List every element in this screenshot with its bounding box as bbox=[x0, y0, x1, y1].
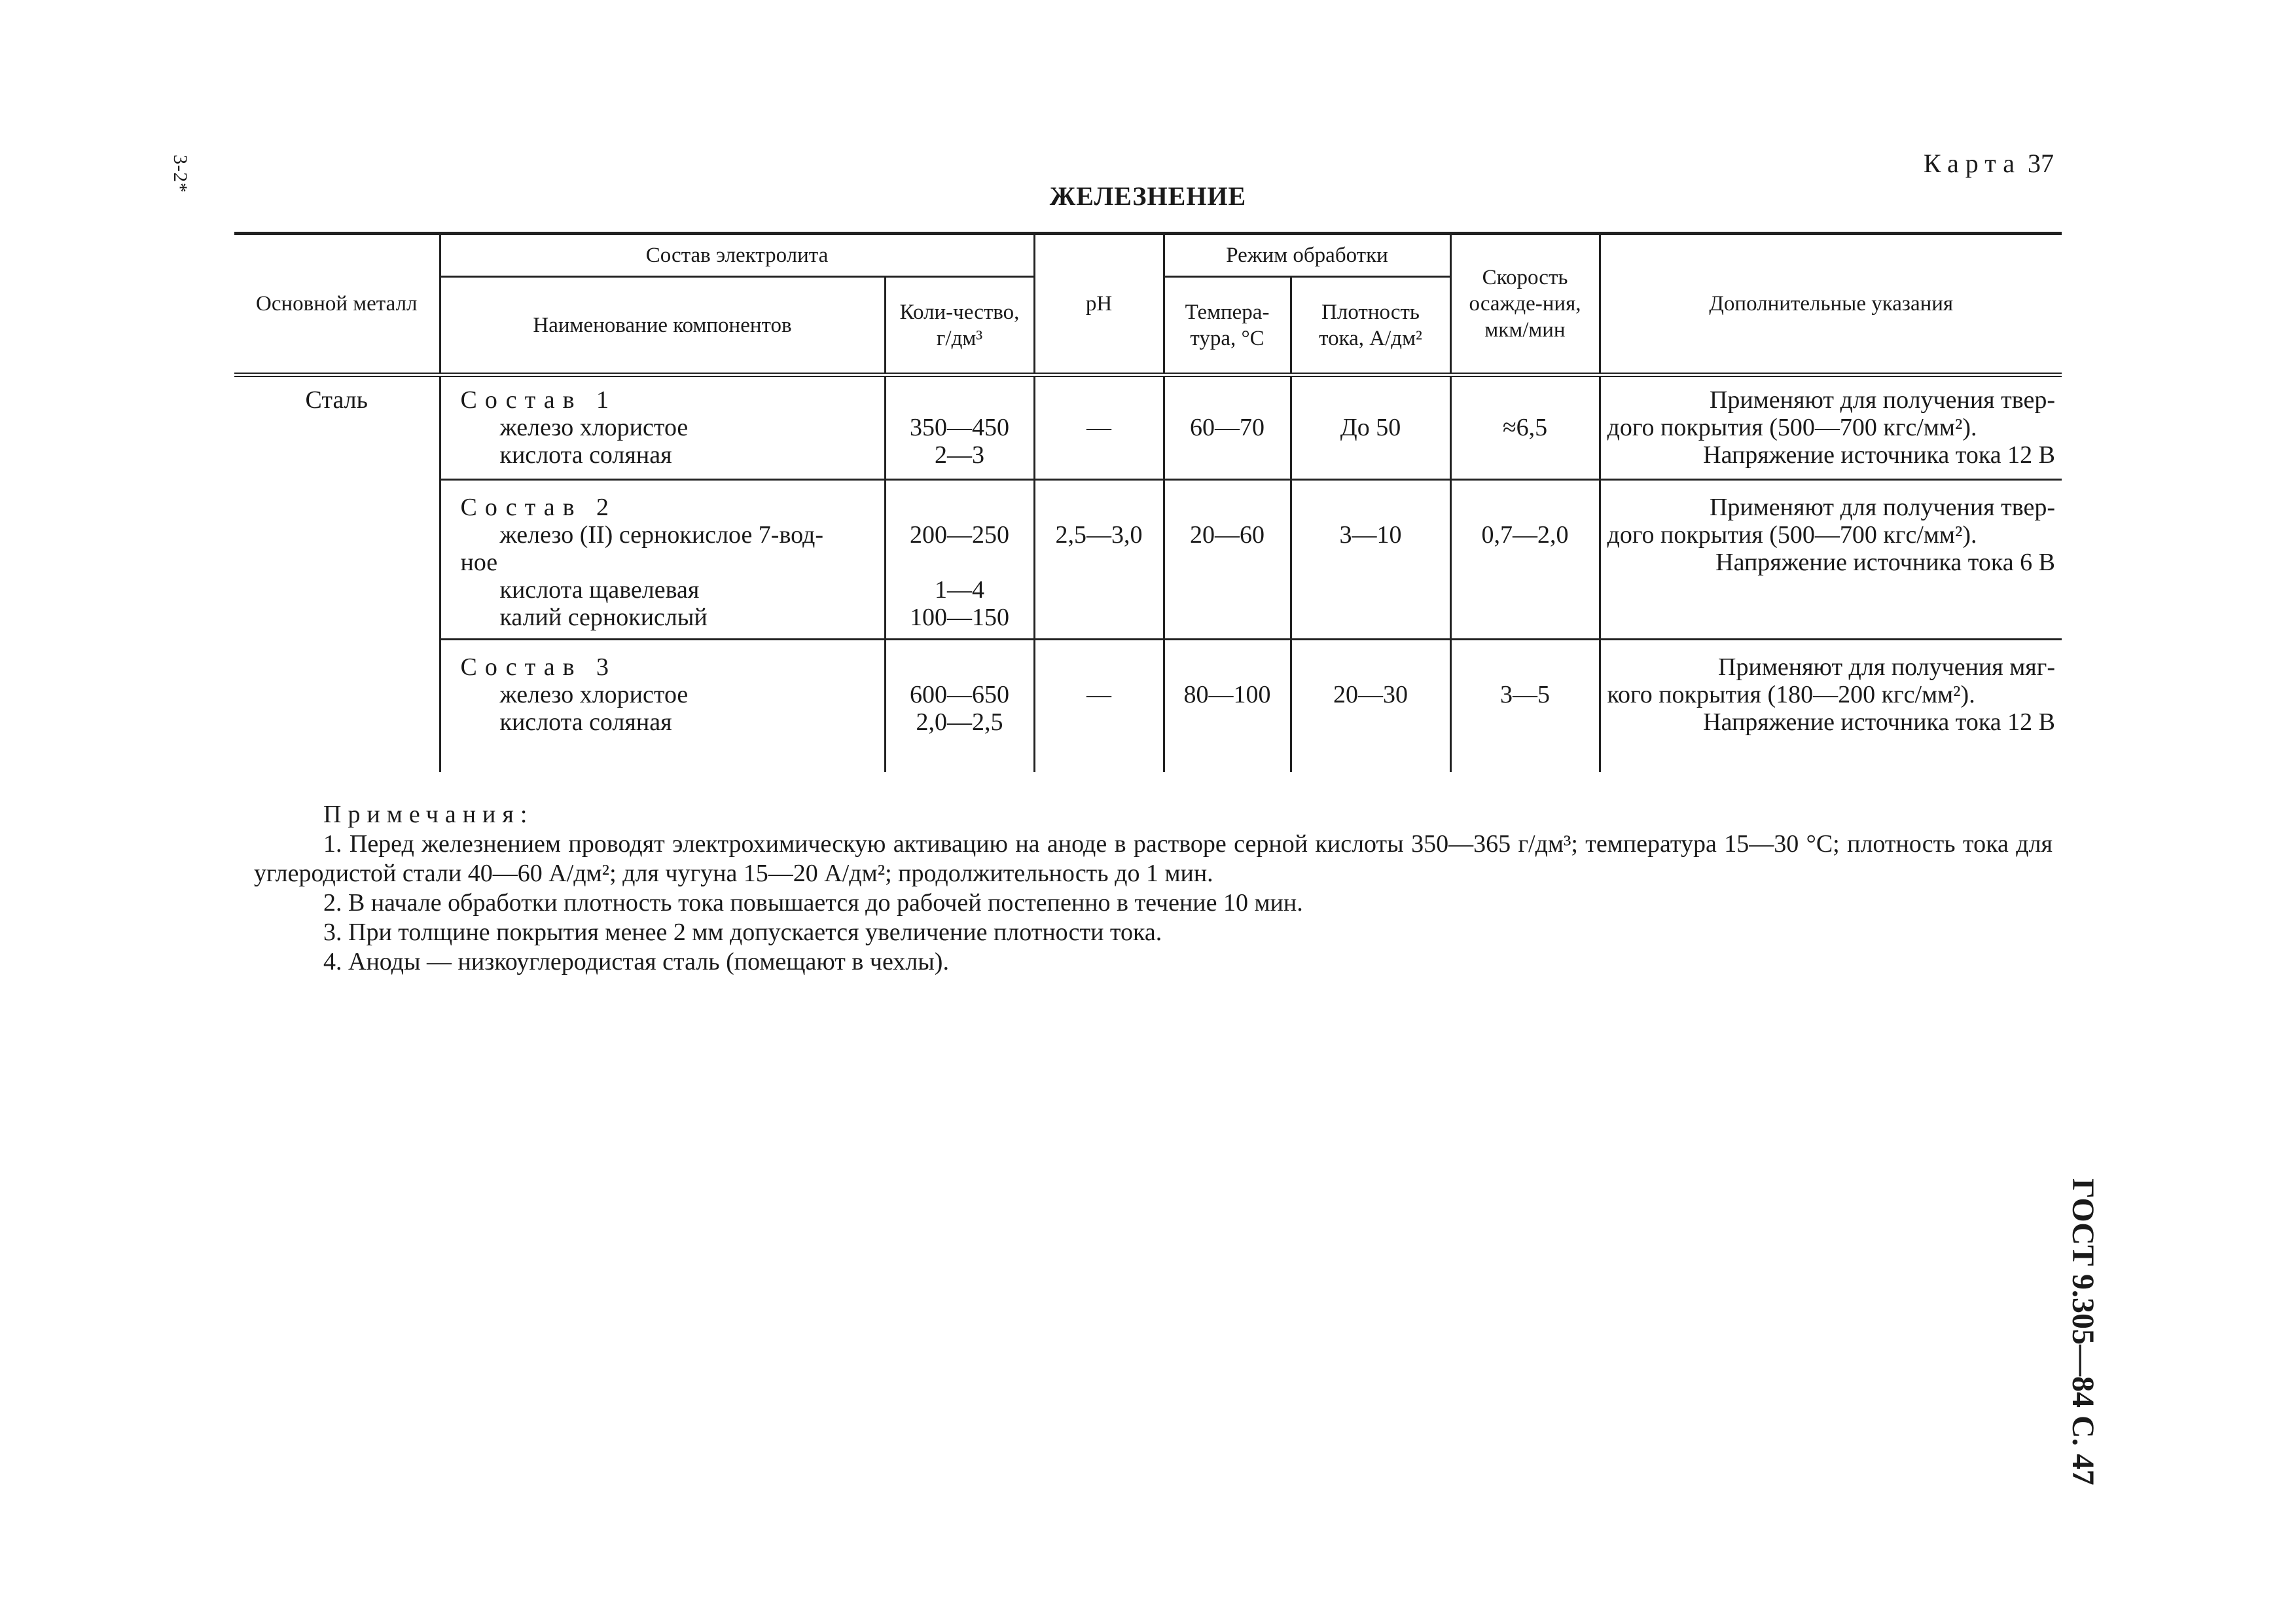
component-cell bbox=[440, 375, 885, 480]
note-line: дого покрытия (500—700 кгс/мм²). bbox=[1607, 521, 1977, 549]
ph-cell: 2,5—3,0 bbox=[1034, 480, 1164, 640]
note-line: Напряжение источника тока 12 В bbox=[1703, 441, 2056, 469]
component-name: калий сернокислый bbox=[499, 604, 708, 631]
notes-section bbox=[254, 800, 2053, 977]
card-table bbox=[234, 232, 2062, 772]
table-row bbox=[234, 480, 2062, 640]
quantity-value: 2,0—2,5 bbox=[916, 708, 1003, 736]
rate-cell: 0,7—2,0 bbox=[1450, 480, 1600, 640]
component-name: кислота соляная bbox=[499, 708, 672, 736]
header-current-density: Плотность тока, А/дм² bbox=[1291, 277, 1450, 375]
component-name: железо (II) сернокислое 7-вод- bbox=[499, 521, 824, 549]
table-row bbox=[234, 640, 2062, 772]
note-line: дого покрытия (500—700 кгс/мм²). bbox=[1607, 414, 1977, 441]
component-name: ное bbox=[460, 549, 498, 576]
note-line: Применяют для получения твер- bbox=[1709, 386, 2056, 414]
quantity-value: 200—250 bbox=[910, 521, 1009, 549]
quantity-value: 350—450 bbox=[910, 414, 1009, 441]
component-name: кислота щавелевая bbox=[499, 576, 700, 604]
temperature-cell: 60—70 bbox=[1164, 375, 1291, 480]
note-item: 4. Аноды — низкоуглеродистая сталь (помещают в чехлы). bbox=[323, 948, 949, 976]
base-metal-cell: Сталь bbox=[305, 386, 368, 414]
quantity-value: 1—4 bbox=[935, 576, 984, 604]
temperature-cell: 80—100 bbox=[1164, 640, 1291, 772]
header-base-metal: Основной металл bbox=[234, 234, 440, 375]
ph-cell: — bbox=[1034, 375, 1164, 480]
current-density-cell: До 50 bbox=[1291, 375, 1450, 480]
notes-cell bbox=[1600, 640, 2062, 772]
header-temperature: Темпера-тура, °C bbox=[1164, 277, 1291, 375]
header-extra-notes: Дополнительные указания bbox=[1600, 234, 2062, 375]
page-title: ЖЕЛЕЗНЕНИЕ bbox=[1049, 181, 1247, 211]
component-name: кислота соляная bbox=[499, 441, 672, 469]
card-number: 37 bbox=[2028, 149, 2054, 178]
header-deposition-rate: Скорость осажде-ния, мкм/мин bbox=[1450, 234, 1600, 375]
component-name: железо хлористое bbox=[499, 414, 689, 441]
component-cell bbox=[440, 480, 885, 640]
note-item: 3. При толщине покрытия менее 2 мм допускается увеличение плотности тока. bbox=[323, 919, 1162, 946]
header-electrolyte: Состав электролита bbox=[440, 234, 1034, 277]
ph-cell: — bbox=[1034, 640, 1164, 772]
card-word: Карта bbox=[1923, 149, 2021, 178]
component-cell bbox=[440, 640, 885, 772]
note-line: кого покрытия (180—200 кгс/мм²). bbox=[1607, 681, 1975, 708]
table-row bbox=[234, 375, 2062, 480]
corner-mark: 3-2* bbox=[170, 155, 191, 193]
header-component-name: Наименование компонентов bbox=[440, 277, 885, 375]
quantity-value: 100—150 bbox=[910, 604, 1009, 631]
temperature-cell: 20—60 bbox=[1164, 480, 1291, 640]
quantity-value: 2—3 bbox=[935, 441, 984, 469]
current-density-cell: 20—30 bbox=[1291, 640, 1450, 772]
card-label bbox=[1924, 148, 2054, 179]
quantity-cell bbox=[885, 480, 1034, 640]
note-line: Применяют для получения твер- bbox=[1709, 494, 2056, 521]
current-density-cell: 3—10 bbox=[1291, 480, 1450, 640]
note-line: Применяют для получения мяг- bbox=[1718, 653, 2056, 681]
quantity-value: 600—650 bbox=[910, 681, 1009, 708]
rate-cell: 3—5 bbox=[1450, 640, 1600, 772]
note-line: Напряжение источника тока 6 В bbox=[1715, 549, 2056, 576]
rate-cell: ≈6,5 bbox=[1450, 375, 1600, 480]
note-item: 2. В начале обработки плотность тока повышается до рабочей постепенно в течение 10 мин. bbox=[323, 889, 1303, 917]
quantity-cell bbox=[885, 640, 1034, 772]
gost-page-label: ГОСТ 9.305—84 С. 47 bbox=[2066, 1178, 2100, 1486]
composition-title: Состав 2 bbox=[460, 494, 617, 521]
component-name: железо хлористое bbox=[499, 681, 689, 708]
quantity-value bbox=[893, 549, 1027, 576]
header-processing-mode: Режим обработки bbox=[1164, 234, 1450, 277]
header-quantity: Коли-чество, г/дм³ bbox=[885, 277, 1034, 375]
note-item: 1. Перед железнением проводят электрохимическую активацию на аноде в растворе серной кислоты 350—365 г/дм³; температура 15—30 °C; плотность тока для углеродистой стали 40—60 А/дм²; для чугуна 15—20 А/дм²; продолжительность до 1 мин. bbox=[254, 830, 2053, 887]
notes-cell bbox=[1600, 480, 2062, 640]
notes-heading: Примечания: bbox=[323, 801, 534, 828]
notes-cell bbox=[1600, 375, 2062, 480]
note-line: Напряжение источника тока 12 В bbox=[1703, 708, 2056, 736]
composition-title: Состав 3 bbox=[460, 653, 617, 681]
header-ph: pH bbox=[1034, 234, 1164, 375]
composition-title: Состав 1 bbox=[460, 386, 617, 414]
quantity-cell bbox=[885, 375, 1034, 480]
